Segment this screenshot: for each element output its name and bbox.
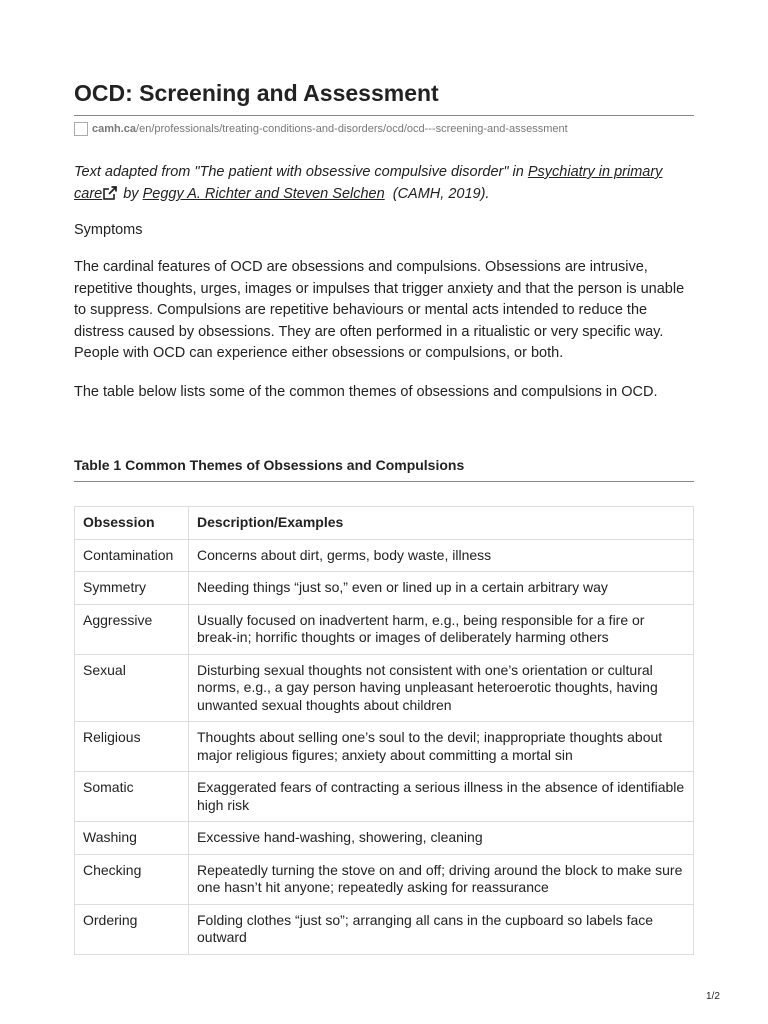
- source-domain: camh.ca: [92, 123, 137, 135]
- description-cell: Exaggerated fears of contracting a serious illness in the absence of identifiable high risk: [189, 772, 694, 822]
- source-path: /en/professionals/treating-conditions-and-disorders/ocd/ocd---screening-and-assessment: [136, 123, 568, 135]
- obsession-cell: Contamination: [75, 539, 189, 572]
- obsession-cell: Somatic: [75, 772, 189, 822]
- obsession-cell: Ordering: [75, 904, 189, 954]
- table-caption: Table 1 Common Themes of Obsessions and Compulsions: [74, 457, 465, 473]
- favicon-icon: [74, 122, 88, 136]
- book-link[interactable]: Psychiatry in primary care: [74, 164, 663, 202]
- themes-table: [74, 506, 694, 955]
- table-row: [75, 654, 694, 722]
- page-title: OCD: Screening and Assessment: [74, 80, 439, 106]
- description-cell: Concerns about dirt, germs, body waste, illness: [189, 539, 694, 572]
- page-number: 1/2: [706, 991, 720, 1002]
- body-paragraph: The cardinal features of OCD are obsessions and compulsions. Obsessions are intrusive, repetitive thoughts, urges, images or impulses that trigger anxiety and that the person is unable to suppress. Compulsions are repetitive behaviours or mental acts intended to reduce the distress caused by obsessions. They are often performed in a ritualistic or very specific way. People with OCD can experience either obsessions or compulsions, or both.: [74, 259, 685, 362]
- source-url[interactable]: [92, 123, 568, 135]
- table-row: [75, 572, 694, 605]
- table-row: [75, 604, 694, 654]
- table-row: [75, 822, 694, 855]
- attribution-prefix: Text adapted from "The patient with obsessive compulsive disorder" in: [74, 164, 528, 180]
- caption-divider: [74, 481, 694, 482]
- table-row: [75, 854, 694, 904]
- obsession-cell: Washing: [75, 822, 189, 855]
- table-row: [75, 772, 694, 822]
- title-divider: [74, 115, 694, 116]
- description-cell: Thoughts about selling one’s soul to the devil; inappropriate thoughts about major religious figures; anxiety about committing a mortal sin: [189, 722, 694, 772]
- description-cell: Disturbing sexual thoughts not consistent with one’s orientation or cultural norms, e.g., a gay person having unpleasant heteroerotic thoughts, having unwanted sexual thoughts about children: [189, 654, 694, 722]
- table-row: [75, 722, 694, 772]
- obsession-cell: Aggressive: [75, 604, 189, 654]
- header-description: Description/Examples: [189, 507, 694, 540]
- description-cell: Needing things “just so,” even or lined up in a certain arbitrary way: [189, 572, 694, 605]
- symptoms-heading: Symptoms: [74, 222, 143, 238]
- description-cell: Folding clothes “just so”; arranging all cans in the cupboard so labels face outward: [189, 904, 694, 954]
- attribution-paragraph: [74, 161, 694, 205]
- attribution-by: by: [119, 186, 143, 202]
- obsession-cell: Sexual: [75, 654, 189, 722]
- obsession-cell: Religious: [75, 722, 189, 772]
- description-cell: Excessive hand-washing, showering, cleaning: [189, 822, 694, 855]
- external-link-icon[interactable]: [103, 186, 117, 200]
- table-intro: The table below lists some of the common themes of obsessions and compulsions in OCD.: [74, 384, 658, 400]
- header-obsession: Obsession: [75, 507, 189, 540]
- authors-link[interactable]: Peggy A. Richter and Steven Selchen: [142, 186, 385, 202]
- description-cell: Repeatedly turning the stove on and off; driving around the block to make sure one hasn’t hit anyone; repeatedly asking for reassurance: [189, 854, 694, 904]
- table-row: [75, 904, 694, 954]
- table-header-row: [75, 507, 694, 540]
- source-url-row: [74, 121, 568, 137]
- description-cell: Usually focused on inadvertent harm, e.g., being responsible for a fire or break-in; horrific thoughts or images of deliberately harming others: [189, 604, 694, 654]
- obsession-cell: Symmetry: [75, 572, 189, 605]
- table-row: [75, 539, 694, 572]
- obsession-cell: Checking: [75, 854, 189, 904]
- attribution-suffix: (CAMH, 2019).: [384, 186, 490, 202]
